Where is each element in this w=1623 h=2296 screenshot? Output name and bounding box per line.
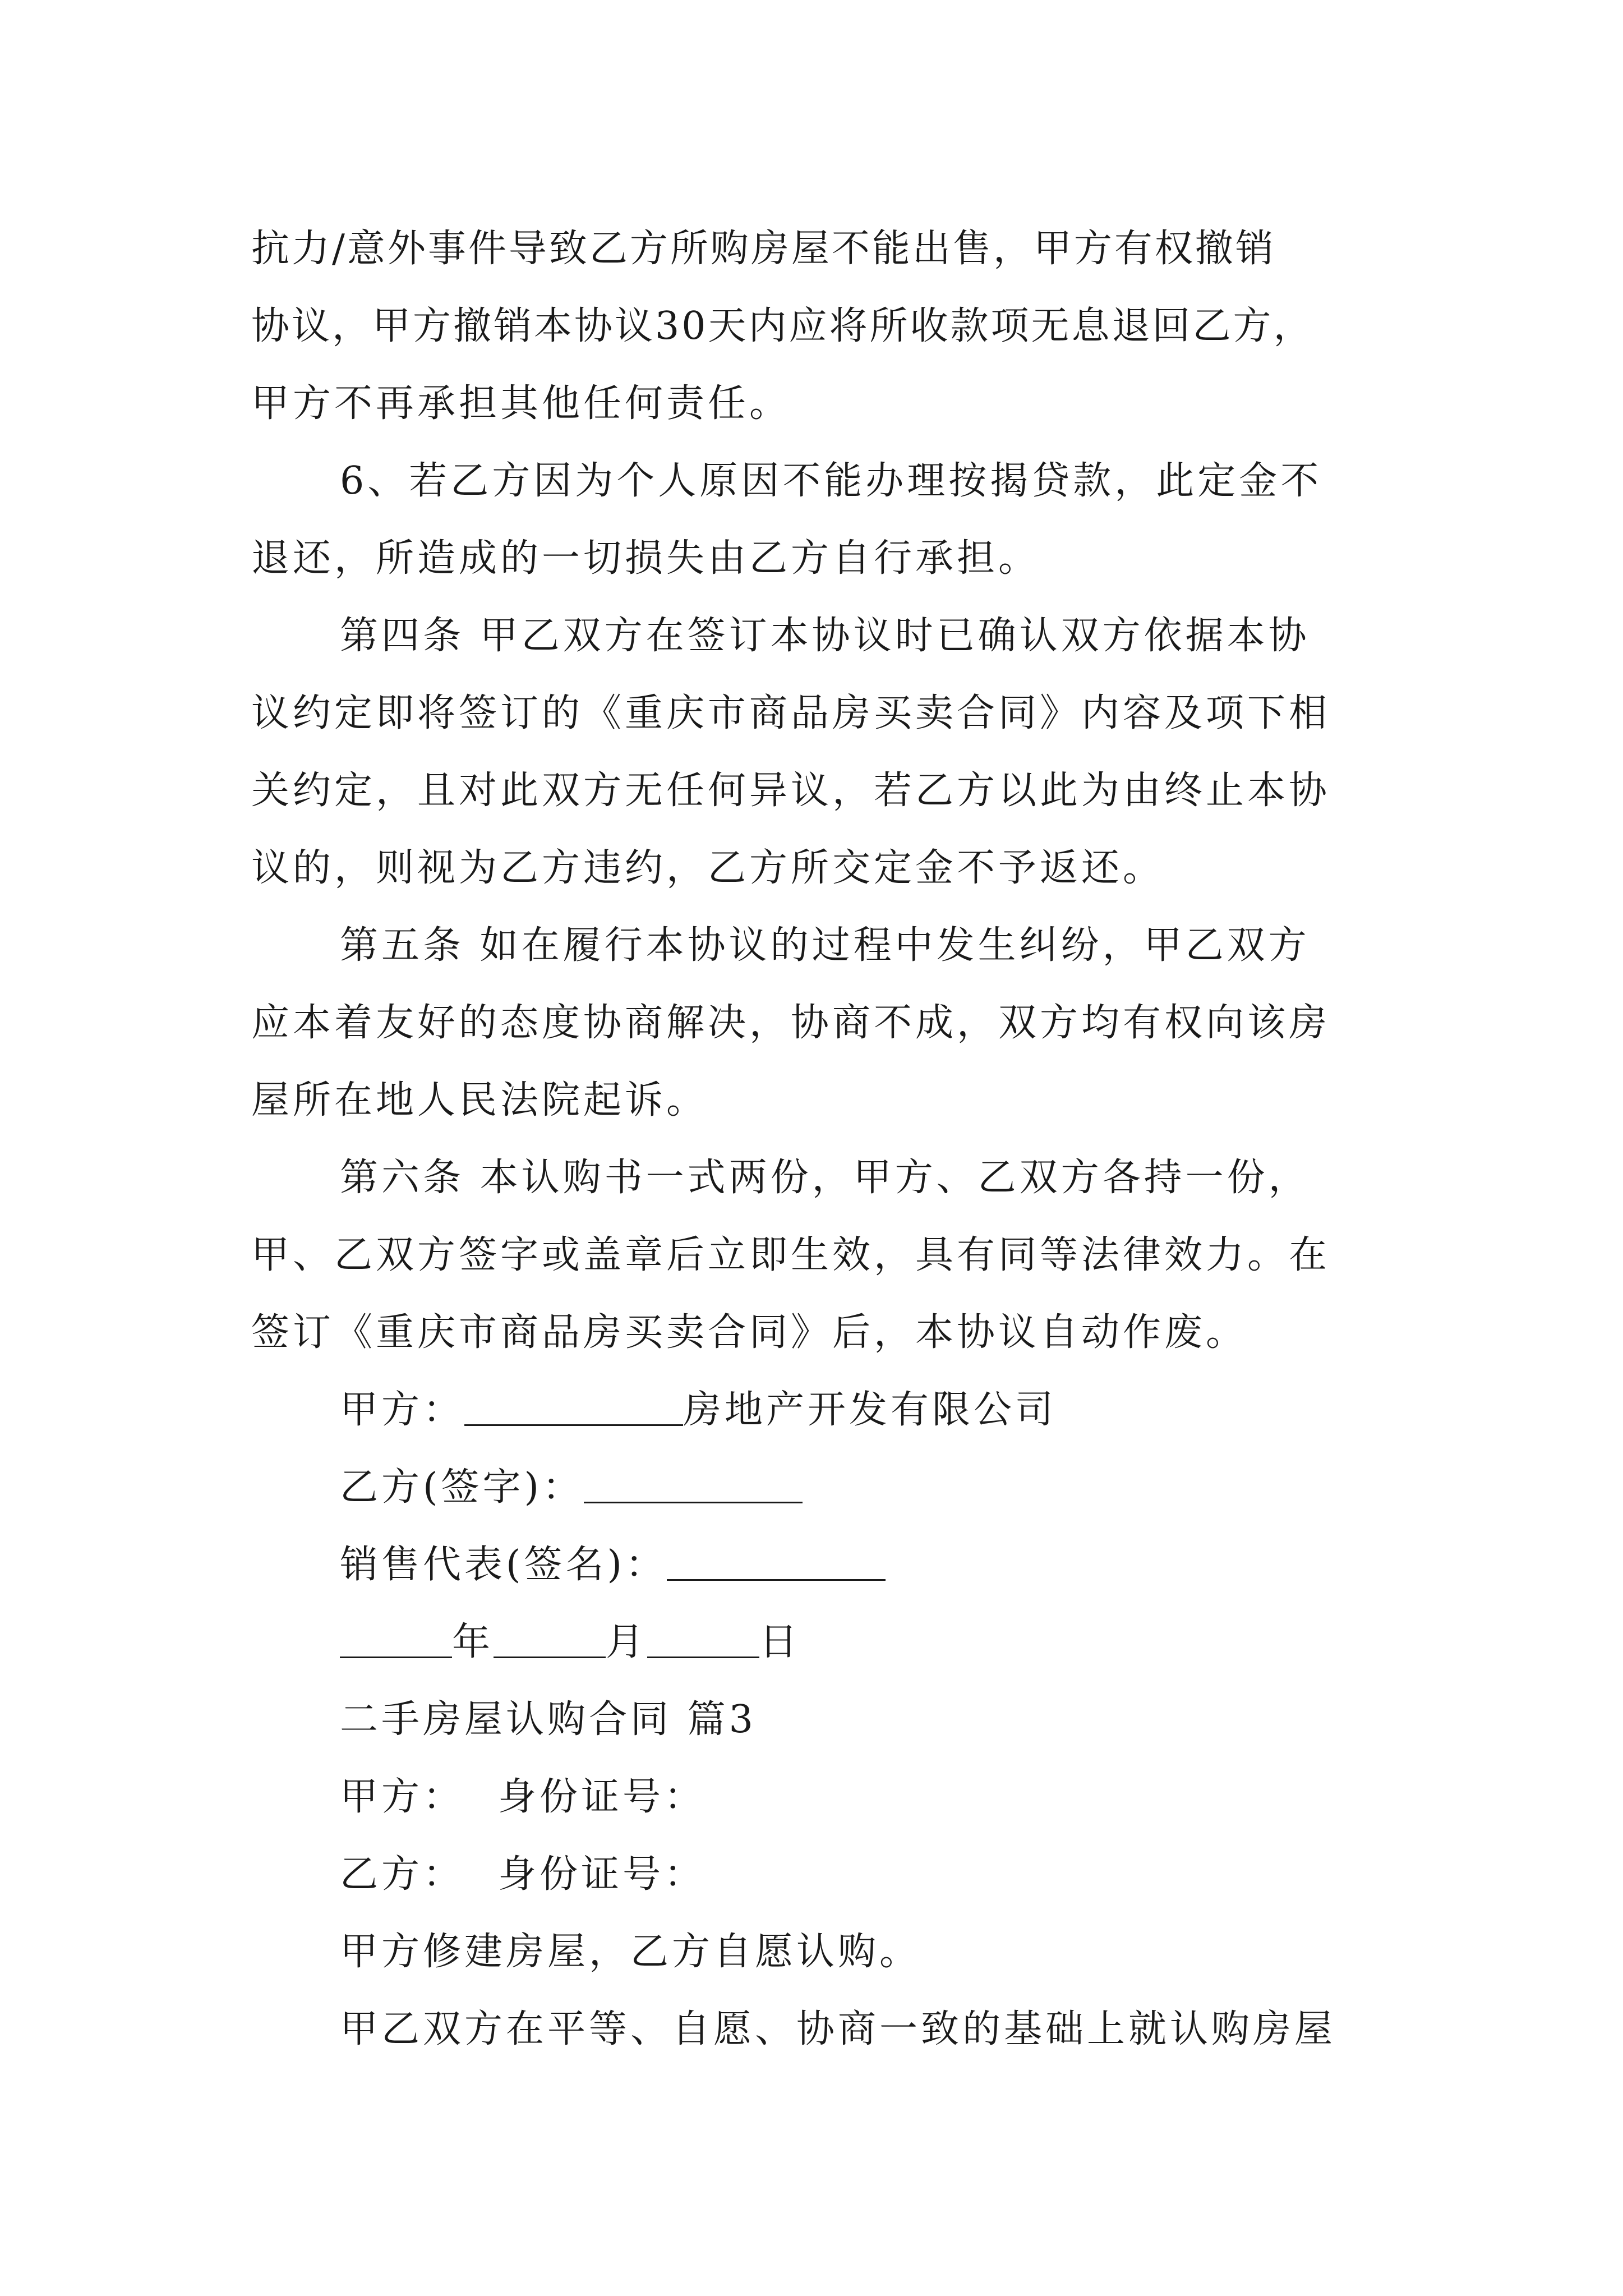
article-6-line: 第六条 本认购书一式两份，甲方、乙双方各持一份，	[340, 1156, 1310, 1200]
month-label: 月	[606, 1620, 648, 1664]
sales-rep-blank	[667, 1545, 886, 1581]
section-3-party-b-line	[251, 1836, 1390, 1913]
text-line: 甲方不再承担其他任何责任。	[251, 381, 791, 426]
text-line: 应本着友好的态度协商解决，协商不成，双方均有权向该房	[251, 1001, 1331, 1045]
party-a-blank	[464, 1391, 683, 1426]
party-a-label: 甲方：	[340, 1388, 465, 1432]
party-a-signature-line	[251, 1372, 1390, 1449]
text-line: 议约定即将签订的《重庆市商品房买卖合同》内容及项下相	[251, 691, 1331, 735]
section-3-party-a-label: 甲方：	[340, 1775, 465, 1819]
party-a-company-suffix: 房地产开发有限公司	[683, 1388, 1057, 1432]
sales-rep-signature-line	[251, 1526, 1390, 1604]
text-line: 议的，则视为乙方违约，乙方所交定金不予返还。	[251, 846, 1165, 890]
section-3-title: 二手房屋认购合同 篇3	[340, 1697, 757, 1742]
day-label: 日	[759, 1620, 801, 1664]
text-line: 甲、乙双方签字或盖章后立即生效，具有同等法律效力。在	[251, 1233, 1331, 1277]
section-3-party-b-label: 乙方：	[340, 1852, 465, 1897]
document-body	[251, 210, 1390, 2068]
section-3-paragraph: 甲方修建房屋，乙方自愿认购。	[340, 1930, 921, 1974]
article-5-line: 第五条 如在履行本协议的过程中发生纠纷，甲乙双方	[340, 923, 1310, 968]
date-line	[251, 1604, 1390, 1681]
year-label: 年	[452, 1620, 494, 1664]
party-b-blank	[584, 1468, 803, 1503]
day-blank	[647, 1623, 759, 1658]
section-3-party-a-id-label: 身份证号：	[498, 1775, 706, 1819]
sales-rep-label: 销售代表(签名)：	[340, 1543, 667, 1587]
section-3-party-b-id-label: 身份证号：	[498, 1852, 706, 1897]
section-3-paragraph: 甲乙双方在平等、自愿、协商一致的基础上就认购房屋	[340, 2007, 1336, 2051]
text-line: 关约定，且对此双方无任何异议，若乙方以此为由终止本协	[251, 769, 1331, 813]
text-line: 抗力/意外事件导致乙方所购房屋不能出售，甲方有权撤销	[251, 227, 1276, 271]
text-line: 6、若乙方因为个人原因不能办理按揭贷款，此定金不	[340, 459, 1322, 503]
text-line: 签订《重庆市商品房买卖合同》后，本协议自动作废。	[251, 1310, 1248, 1355]
article-4-line: 第四条 甲乙双方在签订本协议时已确认双方依据本协	[340, 614, 1310, 658]
section-3-party-a-line	[251, 1759, 1390, 1836]
year-blank	[340, 1623, 452, 1658]
month-blank	[494, 1623, 606, 1658]
party-b-label: 乙方(签字)：	[340, 1465, 584, 1510]
text-line: 退还，所造成的一切损失由乙方自行承担。	[251, 536, 1040, 581]
text-line: 协议，甲方撤销本协议30天内应将所收款项无息退回乙方，	[251, 304, 1314, 348]
party-b-signature-line	[251, 1449, 1390, 1526]
text-line: 屋所在地人民法院起诉。	[251, 1078, 708, 1122]
